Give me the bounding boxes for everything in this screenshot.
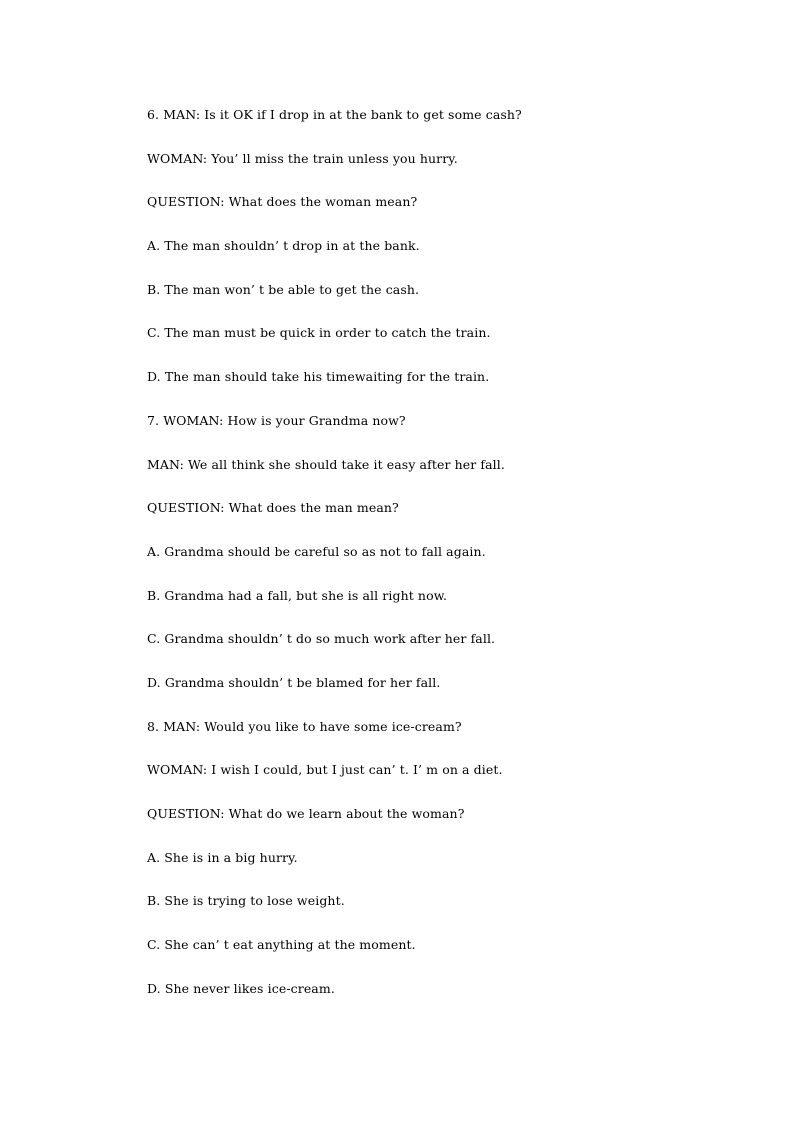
q6-man-line: 6. MAN: Is it OK if I drop in at the bank to get some cash?: [147, 107, 522, 122]
q6-option-a: A. The man shouldn’ t drop in at the bank.: [147, 238, 420, 254]
q7-man-line: MAN: We all think she should take it easy after her fall.: [147, 456, 505, 472]
q7-woman-line: 7. WOMAN: How is your Grandma now?: [147, 412, 406, 428]
q8-man-line: 8. MAN: Would you like to have some ice-cream?: [147, 718, 462, 734]
q7-option-d: D. Grandma shouldn’ t be blamed for her fall.: [147, 674, 441, 690]
q6-option-c: C. The man must be quick in order to catch the train.: [147, 325, 491, 341]
q6-woman-line: WOMAN: You’ ll miss the train unless you hurry.: [147, 150, 458, 166]
document-body: [147, 104, 747, 1021]
q6-question: QUESTION: What does the woman mean?: [147, 194, 418, 210]
q7-option-b: B. Grandma had a fall, but she is all right now.: [147, 587, 448, 603]
q7-question: QUESTION: What does the man mean?: [147, 500, 399, 516]
q8-question: QUESTION: What do we learn about the woman?: [147, 806, 465, 821]
q6-option-b: B. The man won’ t be able to get the cash.: [147, 281, 420, 297]
q8-option-c: C. She can’ t eat anything at the moment.: [147, 937, 416, 953]
q8-option-a: A. She is in a big hurry.: [147, 849, 298, 865]
q8-option-d: D. She never likes ice-cream.: [147, 980, 335, 996]
q8-option-b: B. She is trying to lose weight.: [147, 893, 345, 909]
q6-option-d: D. The man should take his timewaiting for the train.: [147, 369, 490, 385]
q8-woman-line: WOMAN: I wish I could, but I just can’ t. I’ m on a diet.: [147, 762, 503, 778]
q7-option-c: C. Grandma shouldn’ t do so much work after her fall.: [147, 631, 496, 647]
q7-option-a: A. Grandma should be careful so as not to fall again.: [147, 543, 486, 559]
